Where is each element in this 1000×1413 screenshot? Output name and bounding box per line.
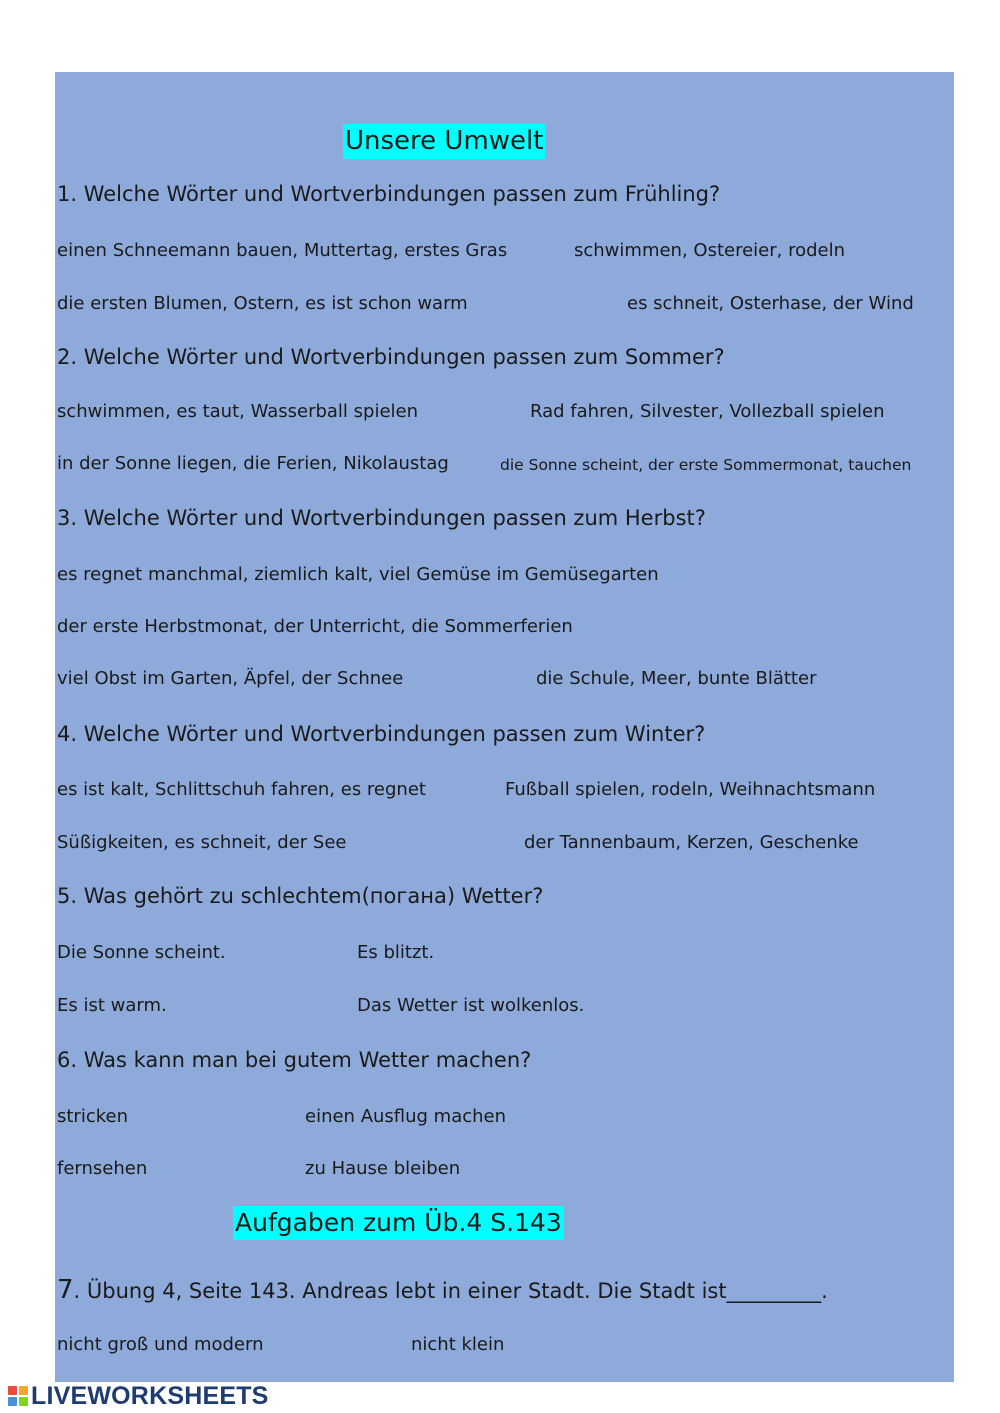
q5-option-3[interactable]: Es ist warm. xyxy=(57,995,167,1016)
q3-option-3[interactable]: viel Obst im Garten, Äpfel, der Schnee xyxy=(57,668,404,689)
q2-option-2[interactable]: Rad fahren, Silvester, Vollezball spielen xyxy=(530,401,885,422)
q6-option-4[interactable]: zu Hause bleiben xyxy=(305,1158,461,1179)
q5-option-2[interactable]: Es blitzt. xyxy=(357,942,435,963)
q7-option-2[interactable]: nicht klein xyxy=(411,1334,505,1355)
q1-option-4[interactable]: es schneit, Osterhase, der Wind xyxy=(627,293,914,314)
q2-option-3[interactable]: in der Sonne liegen, die Ferien, Nikolaustag xyxy=(57,453,449,474)
q4-option-2[interactable]: Fußball spielen, rodeln, Weihnachtsmann xyxy=(505,779,876,800)
q4-option-3[interactable]: Süßigkeiten, es schneit, der See xyxy=(57,832,347,853)
q5-option-4[interactable]: Das Wetter ist wolkenlos. xyxy=(357,995,585,1016)
question-7-number: 7 xyxy=(57,1275,74,1305)
section-subtitle: Aufgaben zum Üb.4 S.143 xyxy=(233,1206,564,1240)
liveworksheets-logo[interactable] xyxy=(8,1383,269,1409)
q6-option-3[interactable]: fernsehen xyxy=(57,1158,148,1179)
q1-option-1[interactable]: einen Schneemann bauen, Muttertag, erstes Gras xyxy=(57,240,508,261)
q3-option-1[interactable]: es regnet manchmal, ziemlich kalt, viel Gemüse im Gemüsegarten xyxy=(57,564,659,585)
q5-option-1[interactable]: Die Sonne scheint. xyxy=(57,942,226,963)
question-3: 3. Welche Wörter und Wortverbindungen passen zum Herbst? xyxy=(57,506,706,530)
q2-option-4[interactable]: die Sonne scheint, der erste Sommermonat, tauchen xyxy=(500,456,912,474)
question-6: 6. Was kann man bei gutem Wetter machen? xyxy=(57,1048,532,1072)
q1-option-2[interactable]: schwimmen, Ostereier, rodeln xyxy=(574,240,846,261)
logo-grid-icon xyxy=(8,1386,28,1406)
question-2: 2. Welche Wörter und Wortverbindungen passen zum Sommer? xyxy=(57,345,725,369)
q4-option-1[interactable]: es ist kalt, Schlittschuh fahren, es regnet xyxy=(57,779,426,800)
question-4: 4. Welche Wörter und Wortverbindungen passen zum Winter? xyxy=(57,722,706,746)
question-7 xyxy=(57,1277,828,1303)
q6-option-1[interactable]: stricken xyxy=(57,1106,128,1127)
question-1: 1. Welche Wörter und Wortverbindungen passen zum Frühling? xyxy=(57,182,721,206)
q4-option-4[interactable]: der Tannenbaum, Kerzen, Geschenke xyxy=(524,832,859,853)
q6-option-2[interactable]: einen Ausflug machen xyxy=(305,1106,507,1127)
q3-option-4[interactable]: die Schule, Meer, bunte Blätter xyxy=(536,668,817,689)
q1-option-3[interactable]: die ersten Blumen, Ostern, es ist schon warm xyxy=(57,293,468,314)
q7-option-1[interactable]: nicht groß und modern xyxy=(57,1334,264,1355)
q3-option-2[interactable]: der erste Herbstmonat, der Unterricht, die Sommerferien xyxy=(57,616,573,637)
worksheet-title: Unsere Umwelt xyxy=(343,124,545,159)
question-5: 5. Was gehört zu schlechtem(погана) Wetter? xyxy=(57,884,544,908)
question-7-text: . Übung 4, Seite 143. Andreas lebt in einer Stadt. Die Stadt ist_________. xyxy=(73,1279,828,1303)
q2-option-1[interactable]: schwimmen, es taut, Wasserball spielen xyxy=(57,401,419,422)
logo-text: LIVEWORKSHEETS xyxy=(31,1381,269,1410)
